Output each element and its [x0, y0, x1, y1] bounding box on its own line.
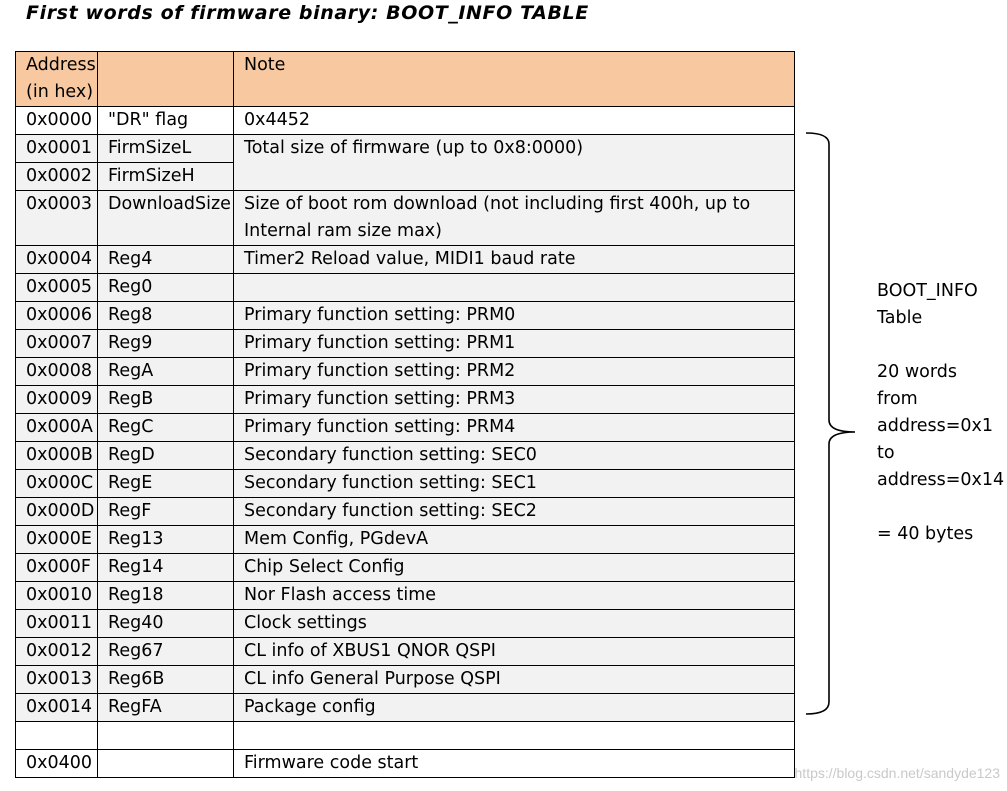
cell-reg: RegE	[98, 470, 234, 498]
table-row	[16, 749, 795, 777]
cell-note: Firmware code start	[234, 749, 795, 777]
brace-icon	[805, 130, 855, 720]
cell-reg: FirmSizeL	[98, 135, 234, 163]
table-row	[16, 107, 795, 135]
cell-reg: Reg0	[98, 274, 234, 302]
table-row	[16, 498, 795, 526]
cell-note: Total size of firmware (up to 0x8:0000)	[234, 135, 795, 163]
cell-note: Primary function setting: PRM3	[234, 386, 795, 414]
side-note-line: to	[877, 443, 895, 463]
side-note-line: BOOT_INFO	[877, 281, 978, 301]
cell-reg: RegD	[98, 442, 234, 470]
table-row	[16, 442, 795, 470]
cell-address: 0x000D	[16, 498, 98, 526]
side-note-line: = 40 bytes	[877, 524, 974, 544]
cell-reg	[98, 722, 234, 750]
cell-note: Chip Select Config	[234, 554, 795, 582]
cell-note: Secondary function setting: SEC0	[234, 442, 795, 470]
table-row	[16, 302, 795, 330]
cell-address: 0x0010	[16, 582, 98, 610]
page-title: First words of firmware binary: BOOT_INFO TABLE	[26, 2, 589, 24]
table-row	[16, 722, 795, 750]
cell-address: 0x0009	[16, 386, 98, 414]
table-row	[16, 610, 795, 638]
cell-address: 0x0000	[16, 107, 98, 135]
cell-address: 0x0003	[16, 191, 98, 246]
cell-reg	[98, 749, 234, 777]
cell-address: 0x000C	[16, 470, 98, 498]
cell-note	[234, 722, 795, 750]
table-row	[16, 274, 795, 302]
cell-address: 0x000B	[16, 442, 98, 470]
cell-reg: RegFA	[98, 694, 234, 722]
watermark: https://blog.csdn.net/sandyde123	[794, 765, 1000, 781]
cell-note: Secondary function setting: SEC1	[234, 470, 795, 498]
table-row	[16, 470, 795, 498]
cell-note: Mem Config, PGdevA	[234, 526, 795, 554]
cell-note	[234, 274, 795, 302]
cell-note: Primary function setting: PRM0	[234, 302, 795, 330]
table-row	[16, 135, 795, 163]
cell-address: 0x0004	[16, 246, 98, 274]
table-header-row	[16, 52, 795, 107]
table-row	[16, 191, 795, 246]
cell-reg: Reg9	[98, 330, 234, 358]
cell-reg: "DR" flag	[98, 107, 234, 135]
side-note-line: 20 words	[877, 362, 957, 382]
table-row	[16, 163, 795, 191]
table-row	[16, 526, 795, 554]
cell-reg: RegB	[98, 386, 234, 414]
cell-address: 0x000F	[16, 554, 98, 582]
cell-address: 0x0011	[16, 610, 98, 638]
cell-note: Primary function setting: PRM1	[234, 330, 795, 358]
cell-reg: RegC	[98, 414, 234, 442]
table-row	[16, 554, 795, 582]
table-row	[16, 246, 795, 274]
boot-info-side-note	[877, 278, 1004, 548]
table-row	[16, 358, 795, 386]
table-row	[16, 638, 795, 666]
cell-note	[234, 163, 795, 191]
cell-address: 0x0008	[16, 358, 98, 386]
cell-note: 0x4452	[234, 107, 795, 135]
cell-reg: FirmSizeH	[98, 163, 234, 191]
cell-address: 0x0007	[16, 330, 98, 358]
cell-address: 0x000E	[16, 526, 98, 554]
cell-reg: Reg8	[98, 302, 234, 330]
header-reg	[98, 52, 234, 107]
header-note: Note	[234, 52, 795, 107]
cell-note: Primary function setting: PRM4	[234, 414, 795, 442]
side-note-line: address=0x1	[877, 416, 994, 436]
header-address: Address (in hex)	[16, 52, 98, 107]
boot-info-table	[15, 51, 795, 778]
cell-address: 0x0006	[16, 302, 98, 330]
cell-address: 0x0005	[16, 274, 98, 302]
cell-reg: Reg67	[98, 638, 234, 666]
table-row	[16, 330, 795, 358]
cell-address: 0x0014	[16, 694, 98, 722]
cell-address	[16, 722, 98, 750]
table-row	[16, 582, 795, 610]
cell-reg: RegF	[98, 498, 234, 526]
cell-note: Primary function setting: PRM2	[234, 358, 795, 386]
cell-note: Size of boot rom download (not including first 400h, up to Internal ram size max)	[234, 191, 795, 246]
side-note-line: from	[877, 389, 918, 409]
cell-address: 0x0012	[16, 638, 98, 666]
cell-reg: Reg18	[98, 582, 234, 610]
cell-reg: Reg40	[98, 610, 234, 638]
cell-address: 0x0400	[16, 749, 98, 777]
cell-reg: RegA	[98, 358, 234, 386]
cell-reg: Reg13	[98, 526, 234, 554]
cell-reg: DownloadSize	[98, 191, 234, 246]
cell-note: CL info General Purpose QSPI	[234, 666, 795, 694]
table-row	[16, 694, 795, 722]
cell-note: Package config	[234, 694, 795, 722]
cell-note: Clock settings	[234, 610, 795, 638]
cell-note: Secondary function setting: SEC2	[234, 498, 795, 526]
cell-address: 0x0001	[16, 135, 98, 163]
cell-address: 0x0013	[16, 666, 98, 694]
cell-note: Nor Flash access time	[234, 582, 795, 610]
cell-reg: Reg14	[98, 554, 234, 582]
cell-address: 0x0002	[16, 163, 98, 191]
cell-reg: Reg6B	[98, 666, 234, 694]
cell-reg: Reg4	[98, 246, 234, 274]
side-note-line: Table	[877, 308, 923, 328]
table-row	[16, 414, 795, 442]
cell-note: CL info of XBUS1 QNOR QSPI	[234, 638, 795, 666]
cell-note: Timer2 Reload value, MIDI1 baud rate	[234, 246, 795, 274]
table-row	[16, 666, 795, 694]
table-row	[16, 386, 795, 414]
cell-address: 0x000A	[16, 414, 98, 442]
side-note-line: address=0x14	[877, 470, 1005, 490]
